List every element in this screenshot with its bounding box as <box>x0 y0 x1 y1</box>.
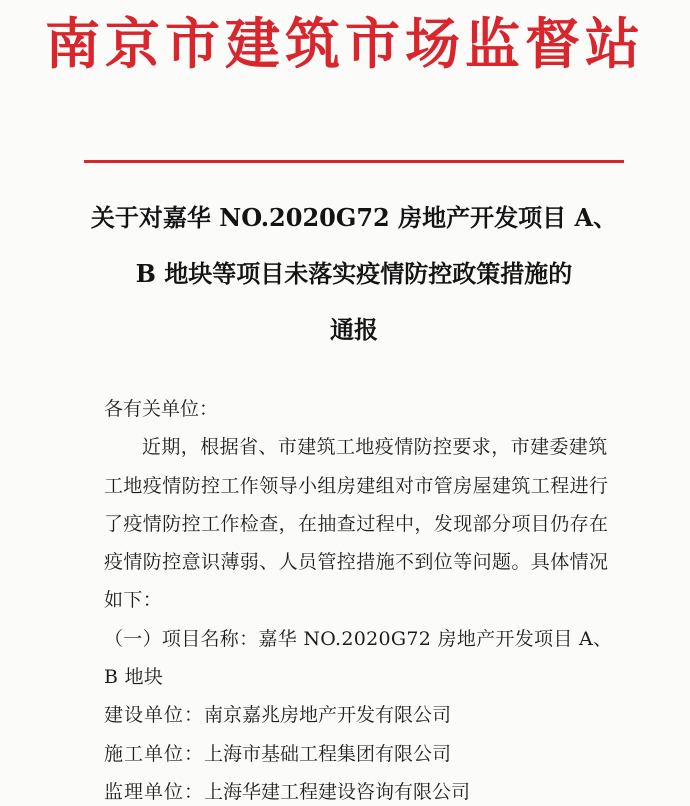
detail-value: 南京嘉兆房地产开发有限公司 <box>204 704 452 727</box>
detail-value: 上海华建工程建设咨询有限公司 <box>204 780 471 803</box>
notice-title-line-2: B 地块等项目未落实疫情防控政策措施的 <box>135 259 573 288</box>
notice-body <box>104 390 614 806</box>
detail-row-supervisor <box>104 773 614 806</box>
salutation: 各有关单位： <box>104 398 219 420</box>
detail-label: 建设单位： <box>104 704 205 727</box>
notice-title-line-3: 通报 <box>330 315 378 344</box>
detail-row-contractor <box>104 735 614 773</box>
notice-title <box>80 190 628 358</box>
red-divider-rule <box>84 160 624 163</box>
detail-label: 施工单位： <box>104 742 205 765</box>
project-name-line: （一）项目名称：嘉华 NO.2020G72 房地产开发项目 A、B 地块 <box>104 627 613 689</box>
detail-value: 上海市基础工程集团有限公司 <box>204 742 452 765</box>
detail-label: 监理单位： <box>104 780 205 803</box>
masthead-title: 南京市建筑市场监督站 <box>44 12 645 76</box>
notice-title-line-1: 关于对嘉华 NO.2020G72 房地产开发项目 A、 <box>90 203 618 232</box>
detail-row-construction-unit <box>104 696 614 734</box>
intro-paragraph: 近期，根据省、市建筑工地疫情防控要求，市建委建筑工地疫情防控工作领导小组房建组对市管房屋建筑工程进行了疫情防控工作检查，在抽查过程中，发现部分项目仍存在疫情防控意识薄弱、人员管控措施不到位等问题。具体情况如下： <box>104 436 609 612</box>
